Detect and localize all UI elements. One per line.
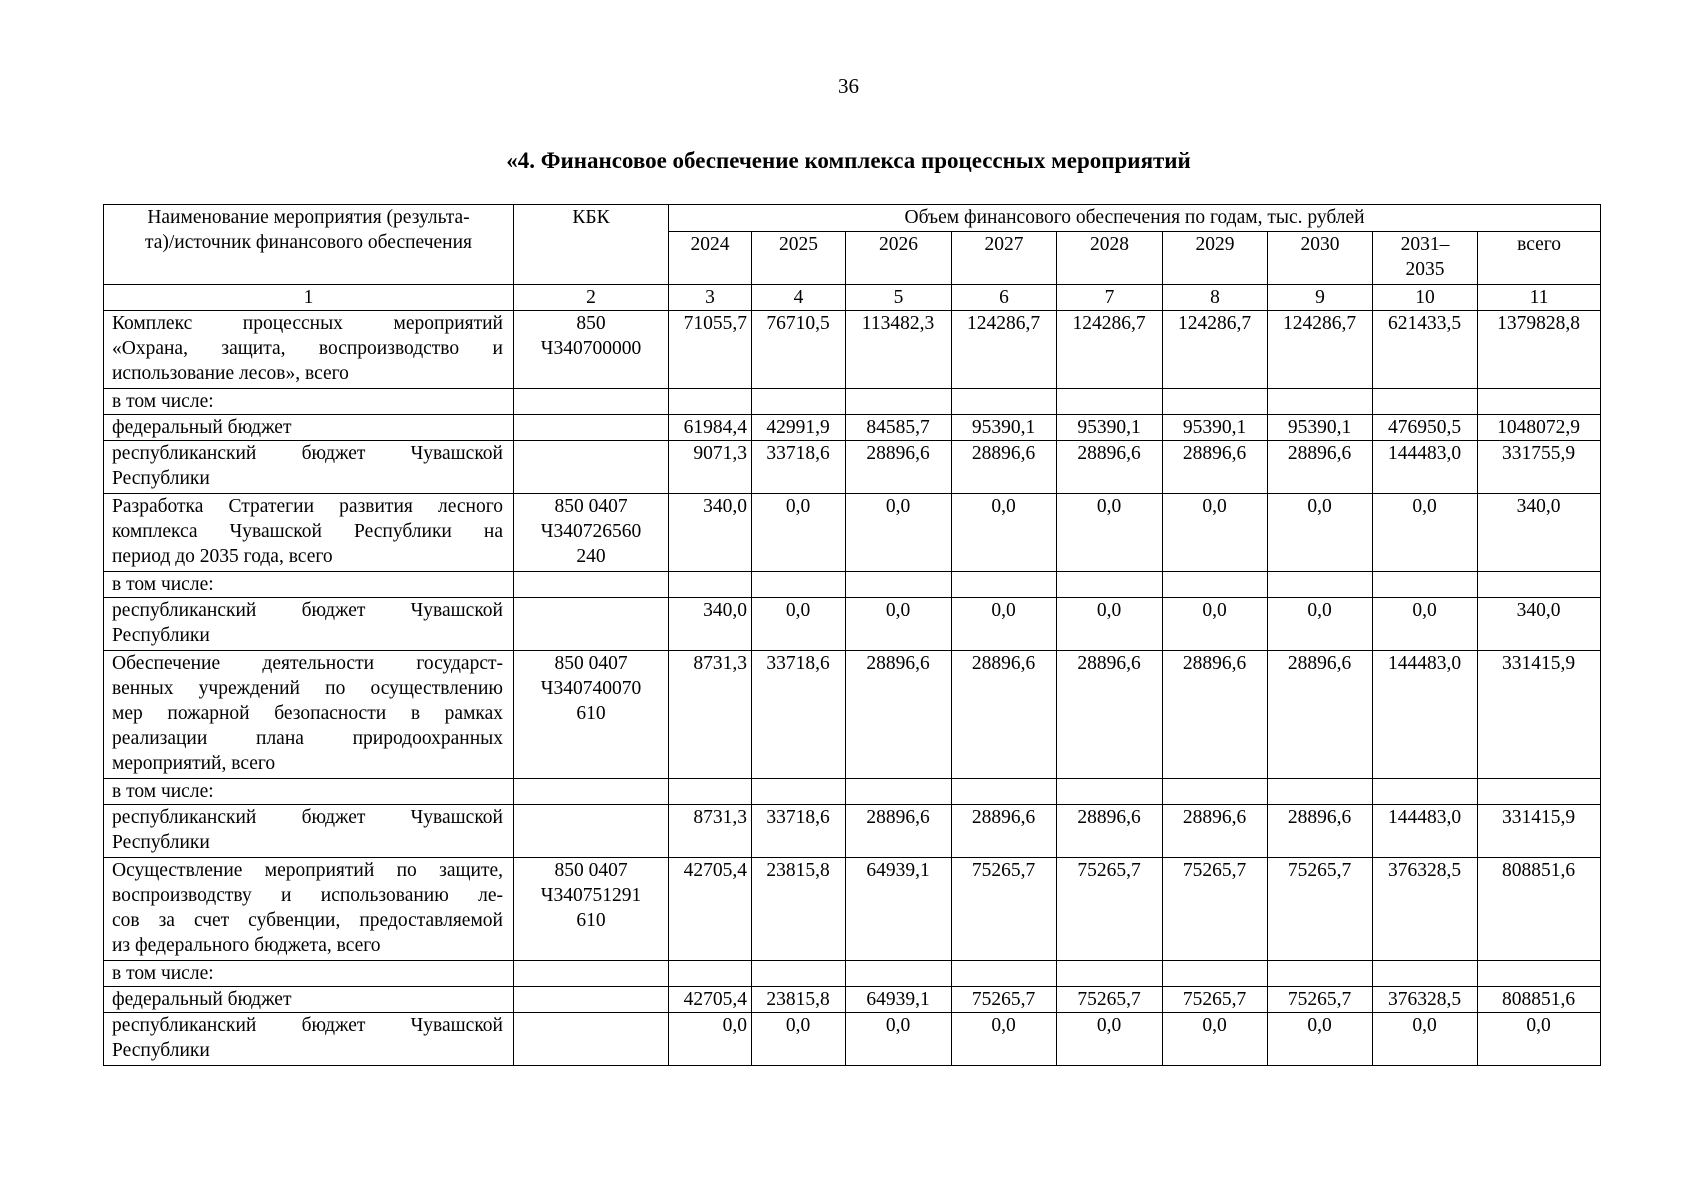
row-value-cell: 331755,9 [1478, 441, 1601, 494]
table-row [104, 779, 1601, 805]
row-value-cell: 0,0 [752, 598, 846, 651]
row-kbk-line: 850 0407 [554, 653, 628, 674]
column-number-cell: 4 [752, 285, 846, 311]
row-value-cell: 64939,1 [846, 858, 952, 961]
row-value-cell: 76710,5 [752, 311, 846, 389]
row-name-cell [104, 961, 514, 987]
row-kbk-line: Ч340700000 [540, 338, 642, 359]
row-name-line: «Охрана, защита, воспроизводство и [112, 338, 503, 359]
table-row [104, 961, 1601, 987]
row-value-cell: 808851,6 [1478, 858, 1601, 961]
row-name-line: федеральный бюджет [112, 417, 292, 438]
row-value-cell: 0,0 [952, 598, 1057, 651]
row-value-cell [1478, 389, 1601, 415]
row-kbk-line: 850 0407 [554, 496, 628, 517]
row-value-cell: 340,0 [1478, 598, 1601, 651]
row-value-cell: 0,0 [952, 494, 1057, 572]
row-value-cell: 61984,4 [669, 415, 752, 441]
row-value-cell [952, 779, 1057, 805]
row-value-cell [669, 572, 752, 598]
row-value-cell: 28896,6 [1268, 805, 1373, 858]
row-value-cell: 84585,7 [846, 415, 952, 441]
table-row [104, 389, 1601, 415]
row-name-line: комплекса Чувашской Республики на [112, 521, 503, 542]
row-kbk-cell [514, 858, 669, 961]
row-value-cell: 144483,0 [1373, 805, 1478, 858]
row-kbk-cell [514, 572, 669, 598]
row-value-cell: 95390,1 [1163, 415, 1268, 441]
row-value-cell: 33718,6 [752, 805, 846, 858]
header-year-2029: 2029 [1163, 232, 1268, 285]
table-row [104, 598, 1601, 651]
column-number-cell: 6 [952, 285, 1057, 311]
row-kbk-line: 610 [576, 703, 606, 724]
row-value-cell: 28896,6 [952, 651, 1057, 779]
row-name-cell [104, 389, 514, 415]
column-number-cell: 9 [1268, 285, 1373, 311]
row-name-cell [104, 779, 514, 805]
row-value-cell [1478, 961, 1601, 987]
row-value-cell [1163, 961, 1268, 987]
page-number: 36 [838, 74, 859, 98]
row-name-line: Комплекс процессных мероприятий [112, 313, 503, 334]
row-name-cell [104, 858, 514, 961]
table-row [104, 311, 1601, 389]
row-value-cell: 340,0 [669, 494, 752, 572]
row-value-cell [752, 961, 846, 987]
row-kbk-cell [514, 961, 669, 987]
row-value-cell: 808851,6 [1478, 987, 1601, 1013]
row-name-line: федеральный бюджет [112, 989, 292, 1010]
row-kbk-line: 850 0407 [554, 860, 628, 881]
row-value-cell: 75265,7 [952, 858, 1057, 961]
header-year-2028: 2028 [1057, 232, 1163, 285]
row-value-cell: 0,0 [752, 1013, 846, 1066]
header-year-line: 2031– [1400, 234, 1450, 255]
row-name-line: Разработка Стратегии развития лесного [112, 496, 503, 517]
header-year-2031-2035 [1373, 232, 1478, 285]
row-value-cell: 75265,7 [1163, 858, 1268, 961]
row-name-cell [104, 311, 514, 389]
row-kbk-cell [514, 805, 669, 858]
row-name-line: в том числе: [112, 963, 214, 984]
row-value-cell [1373, 389, 1478, 415]
row-name-line: Обеспечение деятельности государст- [112, 653, 503, 674]
row-value-cell [1268, 572, 1373, 598]
row-value-cell: 28896,6 [1163, 651, 1268, 779]
column-number-cell: 11 [1478, 285, 1601, 311]
row-name-line: в том числе: [112, 574, 214, 595]
document-title: «4. Финансовое обеспечение комплекса процессных мероприятий [506, 148, 1191, 173]
column-number-cell: 1 [104, 285, 514, 311]
header-year-line: 2035 [1405, 259, 1445, 280]
row-value-cell: 28896,6 [952, 805, 1057, 858]
row-value-cell: 28896,6 [1057, 651, 1163, 779]
row-value-cell [846, 572, 952, 598]
row-value-cell: 28896,6 [1163, 441, 1268, 494]
row-kbk-cell [514, 987, 669, 1013]
column-number-cell: 3 [669, 285, 752, 311]
row-name-cell [104, 441, 514, 494]
row-value-cell: 28896,6 [1057, 441, 1163, 494]
row-value-cell: 0,0 [1057, 1013, 1163, 1066]
row-name-cell [104, 805, 514, 858]
row-name-line: период до 2035 года, всего [112, 546, 333, 567]
row-name-line: Республики [112, 832, 210, 853]
row-name-cell [104, 415, 514, 441]
table-row [104, 572, 1601, 598]
row-value-cell: 0,0 [846, 598, 952, 651]
row-value-cell: 75265,7 [1268, 987, 1373, 1013]
row-value-cell: 0,0 [1268, 494, 1373, 572]
row-name-line: мероприятий, всего [112, 753, 276, 774]
row-name-line: республиканский бюджет Чувашской [112, 1015, 503, 1036]
header-year-2024: 2024 [669, 232, 752, 285]
column-number-cell: 7 [1057, 285, 1163, 311]
row-value-cell: 28896,6 [846, 651, 952, 779]
row-value-cell [846, 389, 952, 415]
row-name-line: мер пожарной безопасности в рамках [112, 703, 503, 724]
row-value-cell: 0,0 [1373, 494, 1478, 572]
row-value-cell [1478, 572, 1601, 598]
row-value-cell [846, 961, 952, 987]
row-value-cell [1268, 961, 1373, 987]
row-value-cell: 0,0 [1163, 598, 1268, 651]
row-value-cell: 124286,7 [1268, 311, 1373, 389]
row-value-cell: 95390,1 [952, 415, 1057, 441]
row-value-cell: 144483,0 [1373, 651, 1478, 779]
header-total: всего [1478, 232, 1601, 285]
row-name-line: республиканский бюджет Чувашской [112, 443, 503, 464]
row-value-cell: 0,0 [1373, 598, 1478, 651]
row-value-cell [1163, 572, 1268, 598]
row-value-cell [1268, 779, 1373, 805]
row-value-cell: 124286,7 [1057, 311, 1163, 389]
row-value-cell: 0,0 [952, 1013, 1057, 1066]
table-row [104, 441, 1601, 494]
row-value-cell: 28896,6 [952, 441, 1057, 494]
row-value-cell: 0,0 [846, 1013, 952, 1066]
row-value-cell [1057, 961, 1163, 987]
column-number-cell: 5 [846, 285, 952, 311]
row-value-cell: 1048072,9 [1478, 415, 1601, 441]
header-year-2025: 2025 [752, 232, 846, 285]
header-volume-cell: Объем финансового обеспечения по годам, тыс. рублей [669, 205, 1601, 232]
row-value-cell: 0,0 [669, 1013, 752, 1066]
row-value-cell [1478, 779, 1601, 805]
row-value-cell: 124286,7 [952, 311, 1057, 389]
row-name-line: Республики [112, 1040, 210, 1061]
row-value-cell: 75265,7 [1057, 858, 1163, 961]
row-value-cell: 0,0 [1163, 1013, 1268, 1066]
row-value-cell: 9071,3 [669, 441, 752, 494]
row-value-cell: 0,0 [1057, 494, 1163, 572]
row-value-cell [952, 961, 1057, 987]
row-value-cell: 42705,4 [669, 858, 752, 961]
row-kbk-line: Ч340726560 [540, 521, 642, 542]
row-value-cell: 95390,1 [1268, 415, 1373, 441]
row-value-cell: 0,0 [1268, 1013, 1373, 1066]
row-value-cell: 64939,1 [846, 987, 952, 1013]
row-value-cell: 0,0 [1478, 1013, 1601, 1066]
row-name-line: сов за счет субвенции, предоставляемой [112, 910, 503, 931]
row-value-cell: 8731,3 [669, 805, 752, 858]
row-value-cell: 340,0 [1478, 494, 1601, 572]
row-name-line: воспроизводству и использованию ле- [112, 885, 503, 906]
row-value-cell: 28896,6 [1268, 441, 1373, 494]
column-number-cell: 2 [514, 285, 669, 311]
row-value-cell: 23815,8 [752, 987, 846, 1013]
row-value-cell: 0,0 [846, 494, 952, 572]
table-row [104, 494, 1601, 572]
row-kbk-cell [514, 598, 669, 651]
row-name-line: использование лесов», всего [112, 363, 349, 384]
table-row [104, 1013, 1601, 1066]
row-name-cell [104, 651, 514, 779]
column-number-cell: 10 [1373, 285, 1478, 311]
row-value-cell: 0,0 [1268, 598, 1373, 651]
row-kbk-line: 610 [576, 910, 606, 931]
row-value-cell [952, 572, 1057, 598]
row-value-cell [1268, 389, 1373, 415]
row-value-cell: 1379828,8 [1478, 311, 1601, 389]
row-kbk-cell [514, 415, 669, 441]
row-name-cell [104, 987, 514, 1013]
row-value-cell [952, 389, 1057, 415]
row-value-cell [1373, 961, 1478, 987]
row-value-cell: 28896,6 [1268, 651, 1373, 779]
row-kbk-cell [514, 441, 669, 494]
row-value-cell: 8731,3 [669, 651, 752, 779]
header-name-line: та)/источник финансового обеспечения [144, 232, 473, 253]
row-name-cell [104, 494, 514, 572]
financing-table [103, 204, 1601, 1066]
table-row [104, 415, 1601, 441]
row-value-cell: 23815,8 [752, 858, 846, 961]
row-value-cell: 28896,6 [846, 441, 952, 494]
row-value-cell: 28896,6 [1163, 805, 1268, 858]
row-value-cell [1057, 389, 1163, 415]
table-row [104, 805, 1601, 858]
row-value-cell: 0,0 [1163, 494, 1268, 572]
row-value-cell [846, 779, 952, 805]
row-name-cell [104, 598, 514, 651]
row-value-cell: 476950,5 [1373, 415, 1478, 441]
row-name-cell [104, 572, 514, 598]
row-value-cell [752, 779, 846, 805]
row-value-cell: 124286,7 [1163, 311, 1268, 389]
row-kbk-line: 240 [576, 546, 606, 567]
row-value-cell [1163, 389, 1268, 415]
row-value-cell: 28896,6 [846, 805, 952, 858]
row-name-line: республиканский бюджет Чувашской [112, 807, 503, 828]
row-kbk-cell [514, 779, 669, 805]
row-kbk-line: Ч340751291 [540, 885, 642, 906]
row-value-cell: 621433,5 [1373, 311, 1478, 389]
row-value-cell [752, 389, 846, 415]
row-kbk-cell [514, 311, 669, 389]
row-kbk-line: 850 [576, 313, 606, 334]
row-value-cell: 331415,9 [1478, 651, 1601, 779]
row-value-cell [1057, 572, 1163, 598]
row-name-line: в том числе: [112, 391, 214, 412]
row-value-cell: 71055,7 [669, 311, 752, 389]
row-name-line: в том числе: [112, 781, 214, 802]
row-value-cell: 28896,6 [1057, 805, 1163, 858]
row-value-cell: 42705,4 [669, 987, 752, 1013]
row-value-cell: 0,0 [1057, 598, 1163, 651]
header-year-2030: 2030 [1268, 232, 1373, 285]
row-value-cell [1163, 779, 1268, 805]
row-value-cell [669, 779, 752, 805]
row-name-cell [104, 1013, 514, 1066]
header-name-cell [104, 205, 514, 285]
row-value-cell [669, 961, 752, 987]
row-value-cell [669, 389, 752, 415]
row-value-cell: 33718,6 [752, 651, 846, 779]
row-name-line: Республики [112, 468, 210, 489]
row-kbk-line: Ч340740070 [540, 678, 642, 699]
row-name-line: реализации плана природоохранных [112, 728, 503, 749]
row-name-line: венных учреждений по осуществлению [112, 678, 503, 699]
row-name-line: республиканский бюджет Чувашской [112, 600, 503, 621]
row-value-cell: 75265,7 [1163, 987, 1268, 1013]
row-value-cell [1373, 779, 1478, 805]
header-year-2027: 2027 [952, 232, 1057, 285]
row-value-cell: 376328,5 [1373, 858, 1478, 961]
row-value-cell: 33718,6 [752, 441, 846, 494]
row-value-cell: 340,0 [669, 598, 752, 651]
row-value-cell: 75265,7 [1268, 858, 1373, 961]
row-kbk-cell [514, 389, 669, 415]
table-row [104, 651, 1601, 779]
row-value-cell: 95390,1 [1057, 415, 1163, 441]
header-name-line: Наименование мероприятия (результа- [147, 207, 470, 228]
row-value-cell [1057, 779, 1163, 805]
row-value-cell: 144483,0 [1373, 441, 1478, 494]
table-row [104, 858, 1601, 961]
row-value-cell [1373, 572, 1478, 598]
table-row [104, 987, 1601, 1013]
row-kbk-cell [514, 651, 669, 779]
row-value-cell: 113482,3 [846, 311, 952, 389]
row-name-line: Осуществление мероприятий по защите, [112, 860, 503, 881]
header-year-2026: 2026 [846, 232, 952, 285]
row-value-cell: 75265,7 [1057, 987, 1163, 1013]
row-value-cell [752, 572, 846, 598]
row-value-cell: 376328,5 [1373, 987, 1478, 1013]
row-name-line: Республики [112, 625, 210, 646]
row-value-cell: 75265,7 [952, 987, 1057, 1013]
row-kbk-cell [514, 494, 669, 572]
row-value-cell: 0,0 [1373, 1013, 1478, 1066]
header-kbk-cell: КБК [514, 205, 669, 285]
row-value-cell: 0,0 [752, 494, 846, 572]
row-value-cell: 331415,9 [1478, 805, 1601, 858]
row-value-cell: 42991,9 [752, 415, 846, 441]
column-number-cell: 8 [1163, 285, 1268, 311]
row-name-line: из федерального бюджета, всего [112, 935, 381, 956]
row-kbk-cell [514, 1013, 669, 1066]
